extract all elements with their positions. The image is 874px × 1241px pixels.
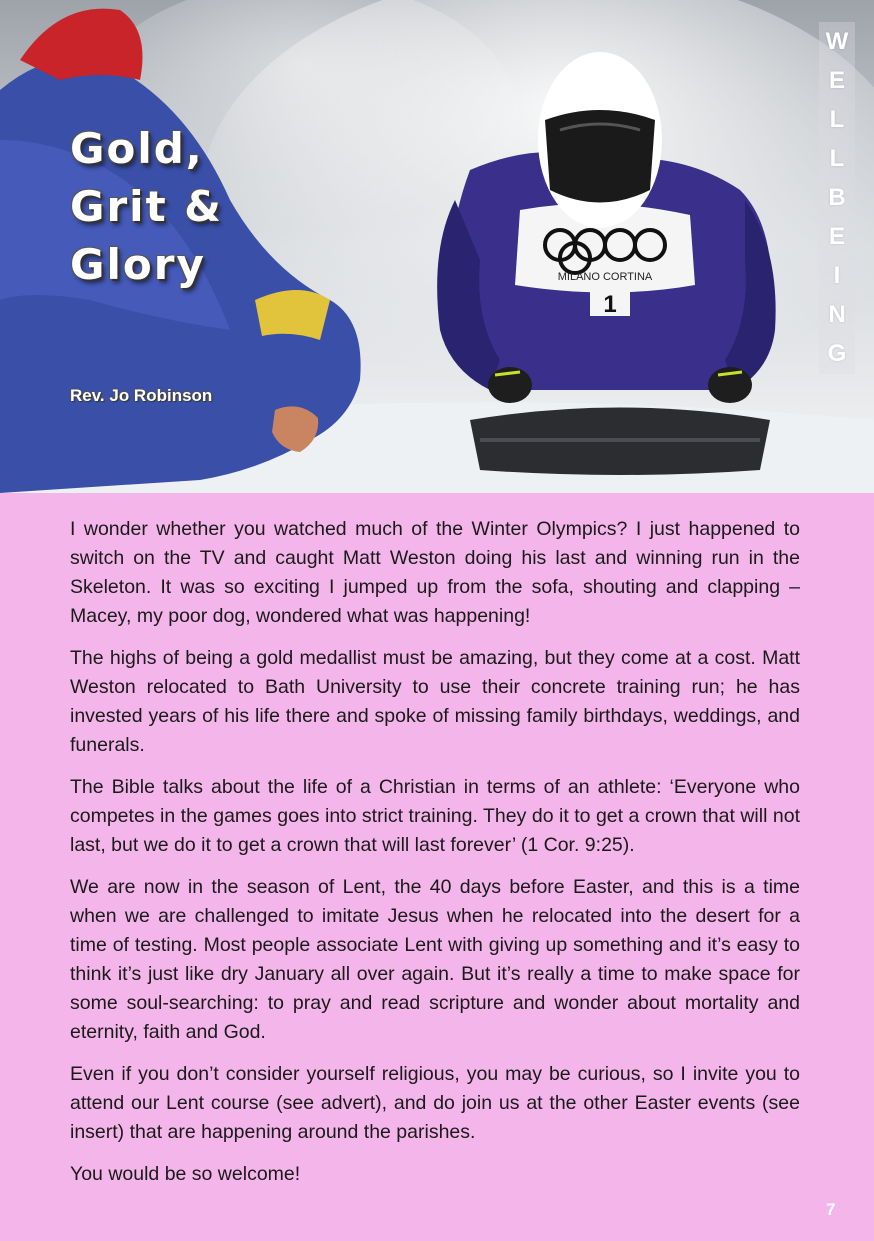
paragraph: Even if you don’t consider yourself religious, you may be curious, so I invite you to attend our Lent course (see advert), and do join us at the other Easter events (see insert) that are happening around the parishes. bbox=[70, 1063, 800, 1143]
paragraph: I wonder whether you watched much of the Winter Olympics? I just happened to switch on the TV and caught Matt Weston doing his last and winning run in the Skeleton. It was so exciting I jumped up from the sofa, shouting and clapping – Macey, my poor dog, wondered what was happening! bbox=[70, 518, 800, 627]
paragraph: The highs of being a gold medallist must be amazing, but they come at a cost. Matt Weston relocated to Bath University to use their concrete training run; he has invested years of his life there and spoke of missing family birthdays, weddings, and funerals. bbox=[70, 647, 800, 756]
paragraph: The Bible talks about the life of a Christian in terms of an athlete: ‘Everyone who competes in the games goes into strict training. They do it to get a crown that will not last, but we do it to get a crown that will last forever’ (1 Cor. 9:25). bbox=[70, 776, 800, 856]
paragraph: You would be so welcome! bbox=[70, 1163, 301, 1185]
sled-number: 1 bbox=[603, 291, 617, 318]
tag-letter: I bbox=[833, 262, 841, 289]
section-tag-wellbeing bbox=[819, 22, 855, 374]
paragraph: We are now in the season of Lent, the 40 days before Easter, and this is a time when we are challenged to imitate Jesus when he relocated into the desert for a time of testing. Most people associate Lent with giving up something and it’s easy to think it’s just like dry January all over again. But it’s really a time to make space for some soul-searching: to pray and read scripture and wonder about mortality and eternity, faith and God. bbox=[70, 876, 800, 1043]
author-byline: Rev. Jo Robinson bbox=[70, 386, 213, 405]
tag-letter: L bbox=[829, 145, 845, 172]
tag-letter: N bbox=[828, 301, 846, 328]
article-title: Gold, Grit & Glory bbox=[70, 124, 223, 289]
tag-letter: G bbox=[827, 340, 847, 367]
tag-letter: L bbox=[829, 106, 845, 133]
tag-letter: W bbox=[825, 28, 849, 55]
tag-letter: E bbox=[828, 223, 845, 250]
bib-text: MILANO CORTINA bbox=[557, 271, 653, 283]
article-body bbox=[70, 515, 800, 1202]
tag-letter: E bbox=[828, 67, 845, 94]
page-number: 7 bbox=[826, 1200, 836, 1219]
hero-photo bbox=[0, 0, 874, 493]
tag-letter: B bbox=[828, 184, 846, 211]
